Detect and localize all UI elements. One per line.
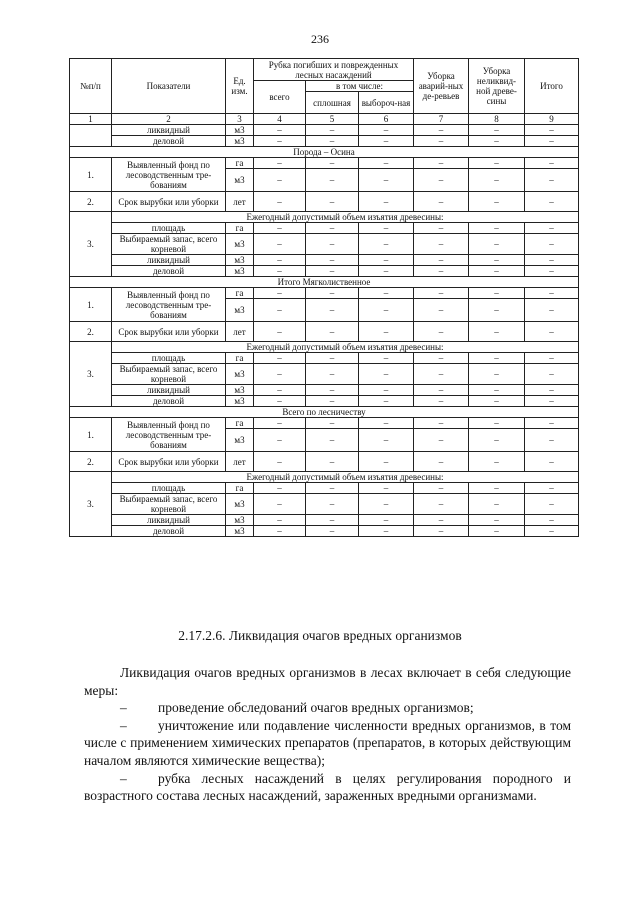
row-label: площадь bbox=[112, 353, 226, 364]
col-number: 5 bbox=[306, 114, 359, 125]
section-label: Итого Мягколиственное bbox=[70, 277, 579, 288]
row-unit: м3 bbox=[226, 255, 254, 266]
row-unit: м3 bbox=[226, 385, 254, 396]
header-num: №п/п bbox=[70, 59, 112, 114]
table-cell: – bbox=[414, 483, 469, 494]
table-cell: – bbox=[525, 396, 579, 407]
table-cell: – bbox=[469, 299, 525, 322]
row-label: Выбираемый запас, всего корневой bbox=[112, 364, 226, 385]
table-cell: – bbox=[359, 452, 414, 472]
header-felling: Рубка погибших и поврежденных лесных насаждений bbox=[254, 59, 414, 81]
section-row bbox=[70, 277, 579, 288]
table-cell: – bbox=[469, 192, 525, 212]
row-label: Выбираемый запас, всего корневой bbox=[112, 234, 226, 255]
table-cell: – bbox=[414, 169, 469, 192]
header-indicator: Показатели bbox=[112, 59, 226, 114]
annual-label: Ежегодный допустимый объем изъятия древесины: bbox=[112, 472, 579, 483]
row-unit: м3 bbox=[226, 299, 254, 322]
row-label: деловой bbox=[112, 136, 226, 147]
header-solid: сплошная bbox=[306, 92, 359, 114]
table-cell: – bbox=[254, 223, 306, 234]
table-cell: – bbox=[414, 385, 469, 396]
table-cell: – bbox=[359, 223, 414, 234]
table-cell: – bbox=[254, 192, 306, 212]
row-unit: га bbox=[226, 483, 254, 494]
table-cell: – bbox=[414, 192, 469, 212]
row-unit: м3 bbox=[226, 266, 254, 277]
table-cell: – bbox=[525, 288, 579, 299]
table-cell: – bbox=[469, 364, 525, 385]
table-cell: – bbox=[414, 299, 469, 322]
header-illiquid: Уборка неликвид-ной древе-сины bbox=[469, 59, 525, 114]
table-cell: – bbox=[254, 494, 306, 515]
table-cell: – bbox=[469, 223, 525, 234]
table-cell: – bbox=[414, 396, 469, 407]
table-cell: – bbox=[306, 353, 359, 364]
table-cell: – bbox=[525, 385, 579, 396]
row-unit: га bbox=[226, 418, 254, 429]
table-cell: – bbox=[359, 494, 414, 515]
column-numbers-row bbox=[70, 114, 579, 125]
table-cell: – bbox=[469, 158, 525, 169]
table-cell: – bbox=[469, 255, 525, 266]
table-cell: – bbox=[306, 396, 359, 407]
table-cell: – bbox=[414, 158, 469, 169]
row-num: 2. bbox=[70, 452, 112, 472]
table-cell: – bbox=[306, 494, 359, 515]
row-num: 1. bbox=[70, 418, 112, 452]
table-cell: – bbox=[254, 266, 306, 277]
page-number: 236 bbox=[311, 32, 329, 46]
header-including: в том числе: bbox=[306, 81, 414, 92]
table-cell: – bbox=[414, 322, 469, 342]
header-selective: выбороч-ная bbox=[359, 92, 414, 114]
header-emergency: Уборка аварий-ных де-ревьев bbox=[414, 59, 469, 114]
table-cell: – bbox=[306, 322, 359, 342]
row-unit: га bbox=[226, 288, 254, 299]
table-row bbox=[70, 234, 579, 255]
table-cell: – bbox=[525, 322, 579, 342]
row-unit: м3 bbox=[226, 526, 254, 537]
table-row bbox=[70, 136, 579, 147]
table-cell: – bbox=[469, 515, 525, 526]
table-cell: – bbox=[469, 494, 525, 515]
table-cell: – bbox=[525, 418, 579, 429]
table-cell: – bbox=[254, 288, 306, 299]
table-row bbox=[70, 364, 579, 385]
table-cell: – bbox=[306, 385, 359, 396]
table-cell: – bbox=[254, 385, 306, 396]
row-label: Срок вырубки или уборки bbox=[112, 192, 226, 212]
row-unit: м3 bbox=[226, 515, 254, 526]
row-unit: га bbox=[226, 223, 254, 234]
table-cell: – bbox=[525, 364, 579, 385]
row-label: деловой bbox=[112, 266, 226, 277]
table-cell: – bbox=[359, 385, 414, 396]
table-cell: – bbox=[306, 136, 359, 147]
table-cell: – bbox=[306, 223, 359, 234]
table-cell: – bbox=[525, 158, 579, 169]
table-cell: – bbox=[306, 255, 359, 266]
table-cell: – bbox=[359, 364, 414, 385]
table-row bbox=[70, 452, 579, 472]
table-cell: – bbox=[306, 526, 359, 537]
table-row bbox=[70, 158, 579, 169]
table-row bbox=[70, 212, 579, 223]
body-text bbox=[84, 664, 571, 805]
table-cell: – bbox=[306, 192, 359, 212]
table-cell: – bbox=[359, 234, 414, 255]
felling-table bbox=[69, 58, 579, 537]
table-cell: – bbox=[525, 429, 579, 452]
row-num: 2. bbox=[70, 192, 112, 212]
table-cell: – bbox=[414, 526, 469, 537]
table-cell: – bbox=[306, 483, 359, 494]
table-row bbox=[70, 288, 579, 299]
header-total-all: всего bbox=[254, 81, 306, 114]
table-row bbox=[70, 526, 579, 537]
table-cell: – bbox=[254, 255, 306, 266]
table-cell: – bbox=[359, 418, 414, 429]
row-num: 3. bbox=[70, 472, 112, 537]
row-label: деловой bbox=[112, 526, 226, 537]
list-item: – уничтожение или подавление численности вредных организмов, в том числе с применением химических препаратов (препаратов, в которых действующим началом являются химические вещества); bbox=[84, 717, 571, 768]
row-unit: лет bbox=[226, 322, 254, 342]
table-cell: – bbox=[469, 125, 525, 136]
table-cell: – bbox=[469, 288, 525, 299]
table-cell: – bbox=[414, 234, 469, 255]
table-cell: – bbox=[414, 452, 469, 472]
table-cell: – bbox=[525, 234, 579, 255]
table-cell: – bbox=[525, 299, 579, 322]
table-cell: – bbox=[359, 125, 414, 136]
table-cell: – bbox=[525, 494, 579, 515]
table-cell: – bbox=[469, 452, 525, 472]
row-num: 1. bbox=[70, 158, 112, 192]
table-cell: – bbox=[359, 429, 414, 452]
table-cell: – bbox=[254, 452, 306, 472]
table-row bbox=[70, 342, 579, 353]
table-cell: – bbox=[359, 136, 414, 147]
row-label: ликвидный bbox=[112, 255, 226, 266]
row-label: Выявленный фонд по лесоводственным тре-бованиям bbox=[112, 158, 226, 192]
annual-label: Ежегодный допустимый объем изъятия древесины: bbox=[112, 212, 579, 223]
table-cell: – bbox=[254, 526, 306, 537]
table-row bbox=[70, 255, 579, 266]
row-label: Выявленный фонд по лесоводственным тре-бованиям bbox=[112, 288, 226, 322]
section-row bbox=[70, 147, 579, 158]
table-cell: – bbox=[469, 136, 525, 147]
table-cell: – bbox=[306, 125, 359, 136]
col-number: 8 bbox=[469, 114, 525, 125]
table-cell: – bbox=[359, 255, 414, 266]
row-unit: га bbox=[226, 353, 254, 364]
table-cell: – bbox=[469, 353, 525, 364]
table-cell: – bbox=[359, 192, 414, 212]
col-number: 7 bbox=[414, 114, 469, 125]
table-cell: – bbox=[469, 234, 525, 255]
table-cell: – bbox=[359, 266, 414, 277]
table-cell: – bbox=[254, 483, 306, 494]
row-num: 2. bbox=[70, 322, 112, 342]
table-cell: – bbox=[414, 223, 469, 234]
table-cell: – bbox=[359, 288, 414, 299]
table-cell: – bbox=[525, 125, 579, 136]
table-cell: – bbox=[306, 515, 359, 526]
table-cell: – bbox=[414, 136, 469, 147]
table-cell: – bbox=[469, 526, 525, 537]
table-cell: – bbox=[525, 452, 579, 472]
row-unit: м3 bbox=[226, 169, 254, 192]
table-cell: – bbox=[254, 169, 306, 192]
row-num: 3. bbox=[70, 212, 112, 277]
table-cell: – bbox=[469, 429, 525, 452]
table-row bbox=[70, 483, 579, 494]
table-cell: – bbox=[525, 526, 579, 537]
table-cell: – bbox=[306, 299, 359, 322]
table-cell: – bbox=[306, 234, 359, 255]
table-cell: – bbox=[306, 266, 359, 277]
table-cell: – bbox=[469, 396, 525, 407]
table-cell: – bbox=[254, 418, 306, 429]
table-row bbox=[70, 322, 579, 342]
table-cell: – bbox=[254, 125, 306, 136]
table-cell: – bbox=[525, 192, 579, 212]
header-unit: Ед. изм. bbox=[226, 59, 254, 114]
row-label: ликвидный bbox=[112, 385, 226, 396]
table-cell: – bbox=[254, 158, 306, 169]
col-number: 1 bbox=[70, 114, 112, 125]
table-cell: – bbox=[254, 364, 306, 385]
row-label: ликвидный bbox=[112, 125, 226, 136]
table-cell: – bbox=[414, 494, 469, 515]
table-cell: – bbox=[359, 322, 414, 342]
row-unit: га bbox=[226, 158, 254, 169]
row-unit: м3 bbox=[226, 234, 254, 255]
table-row bbox=[70, 515, 579, 526]
row-unit: м3 bbox=[226, 429, 254, 452]
table-cell: – bbox=[254, 353, 306, 364]
table-cell: – bbox=[525, 136, 579, 147]
table-cell: – bbox=[306, 158, 359, 169]
row-label: Срок вырубки или уборки bbox=[112, 452, 226, 472]
table-row bbox=[70, 472, 579, 483]
table-cell: – bbox=[525, 483, 579, 494]
list-item: – рубка лесных насаждений в целях регулирования породного и возрастного состава лесных насаждений, зараженных вредными организмами. bbox=[84, 770, 571, 804]
table-cell: – bbox=[254, 396, 306, 407]
section-label: Всего по лесничеству bbox=[70, 407, 579, 418]
row-label: деловой bbox=[112, 396, 226, 407]
table-cell: – bbox=[525, 169, 579, 192]
table-cell: – bbox=[254, 515, 306, 526]
table-row bbox=[70, 494, 579, 515]
table-row bbox=[70, 125, 579, 136]
table-cell: – bbox=[306, 452, 359, 472]
table-cell: – bbox=[359, 483, 414, 494]
table-cell: – bbox=[414, 364, 469, 385]
table-cell: – bbox=[306, 288, 359, 299]
table-cell: – bbox=[254, 234, 306, 255]
table-cell: – bbox=[254, 322, 306, 342]
row-label: Выявленный фонд по лесоводственным тре-бованиям bbox=[112, 418, 226, 452]
table-cell: – bbox=[525, 515, 579, 526]
table-cell: – bbox=[359, 169, 414, 192]
table-cell: – bbox=[359, 515, 414, 526]
table-cell: – bbox=[414, 266, 469, 277]
table-cell: – bbox=[414, 515, 469, 526]
table-row bbox=[70, 396, 579, 407]
table-cell: – bbox=[359, 299, 414, 322]
table-cell: – bbox=[306, 429, 359, 452]
section-row bbox=[70, 407, 579, 418]
table-cell: – bbox=[254, 136, 306, 147]
table-cell: – bbox=[306, 364, 359, 385]
table-cell: – bbox=[414, 255, 469, 266]
table-row bbox=[70, 223, 579, 234]
col-number: 4 bbox=[254, 114, 306, 125]
table-cell: – bbox=[359, 353, 414, 364]
table-cell: – bbox=[414, 125, 469, 136]
table-cell: – bbox=[359, 158, 414, 169]
table-cell: – bbox=[469, 483, 525, 494]
table-cell: – bbox=[469, 266, 525, 277]
table-row bbox=[70, 353, 579, 364]
table-row bbox=[70, 266, 579, 277]
table-cell: – bbox=[254, 429, 306, 452]
table-cell: – bbox=[254, 299, 306, 322]
row-label: Выбираемый запас, всего корневой bbox=[112, 494, 226, 515]
row-label: Срок вырубки или уборки bbox=[112, 322, 226, 342]
table-cell: – bbox=[469, 385, 525, 396]
table-cell: – bbox=[414, 288, 469, 299]
row-label: площадь bbox=[112, 223, 226, 234]
col-number: 9 bbox=[525, 114, 579, 125]
table-cell: – bbox=[525, 223, 579, 234]
list-item: – проведение обследований очагов вредных организмов; bbox=[120, 700, 474, 716]
row-unit: м3 bbox=[226, 125, 254, 136]
col-number: 6 bbox=[359, 114, 414, 125]
table-cell: – bbox=[359, 396, 414, 407]
row-unit: м3 bbox=[226, 136, 254, 147]
row-unit: м3 bbox=[226, 396, 254, 407]
table-cell: – bbox=[414, 429, 469, 452]
annual-label: Ежегодный допустимый объем изъятия древесины: bbox=[112, 342, 579, 353]
table-row bbox=[70, 418, 579, 429]
table-cell: – bbox=[525, 353, 579, 364]
row-label: ликвидный bbox=[112, 515, 226, 526]
table-cell: – bbox=[469, 322, 525, 342]
row-unit: лет bbox=[226, 192, 254, 212]
table-cell: – bbox=[414, 418, 469, 429]
paragraph-intro: Ликвидация очагов вредных организмов в лесах включает в себя следующие меры: bbox=[84, 665, 571, 698]
row-num: 1. bbox=[70, 288, 112, 322]
row-unit: лет bbox=[226, 452, 254, 472]
col-number: 3 bbox=[226, 114, 254, 125]
section-label: Порода – Осина bbox=[70, 147, 579, 158]
table-cell: – bbox=[525, 266, 579, 277]
table-cell: – bbox=[469, 169, 525, 192]
table-cell: – bbox=[306, 418, 359, 429]
header-total: Итого bbox=[525, 59, 579, 114]
table-cell: – bbox=[469, 418, 525, 429]
row-unit: м3 bbox=[226, 494, 254, 515]
table-row bbox=[70, 192, 579, 212]
col-number: 2 bbox=[112, 114, 226, 125]
row-label: площадь bbox=[112, 483, 226, 494]
row-num: 3. bbox=[70, 342, 112, 407]
table-cell: – bbox=[525, 255, 579, 266]
row-unit: м3 bbox=[226, 364, 254, 385]
table-cell: – bbox=[306, 169, 359, 192]
table-cell: – bbox=[414, 353, 469, 364]
section-title: 2.17.2.6. Ликвидация очагов вредных организмов bbox=[178, 628, 462, 643]
table-cell: – bbox=[359, 526, 414, 537]
table-row bbox=[70, 385, 579, 396]
